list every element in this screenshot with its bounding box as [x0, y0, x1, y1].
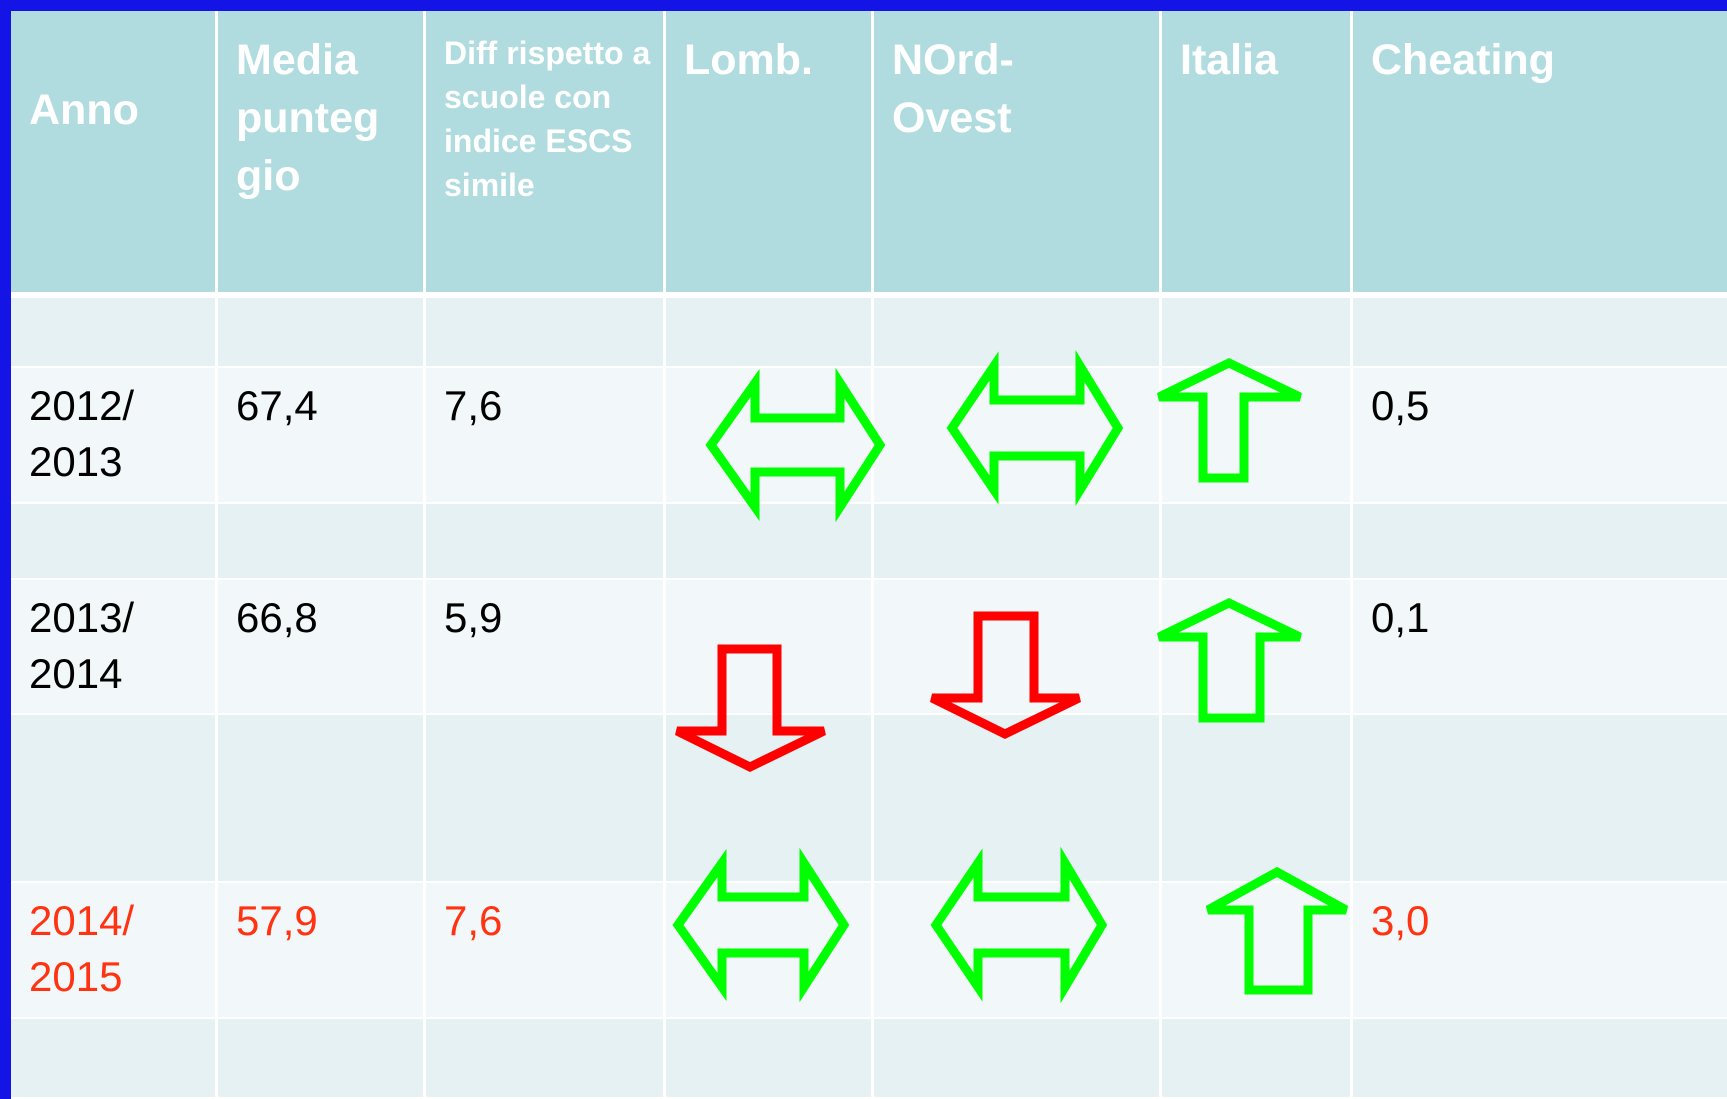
spacer-row [11, 504, 1727, 580]
diff-cell: 7,6 [444, 897, 503, 944]
header-anno: Anno [11, 11, 218, 298]
header-cheating: Cheating [1353, 11, 1727, 298]
cheating-cell: 0,1 [1371, 594, 1430, 641]
media-cell: 66,8 [236, 594, 318, 641]
spacer-row [11, 1019, 1727, 1099]
cheating-cell: 3,0 [1371, 897, 1430, 944]
anno-cell: 2014/ 2015 [29, 897, 135, 1000]
header-nordovest: NOrd- Ovest [874, 11, 1162, 298]
header-lomb: Lomb. [666, 11, 874, 298]
header-media: Media punteg gio [218, 11, 426, 298]
results-table [11, 11, 1727, 1099]
spacer-row [11, 298, 1727, 368]
diff-cell: 7,6 [444, 382, 503, 429]
anno-cell: 2013/ 2014 [29, 594, 135, 697]
cheating-cell: 0,5 [1371, 382, 1430, 429]
spacer-row [11, 715, 1727, 883]
header-italia: Italia [1162, 11, 1353, 298]
media-cell: 67,4 [236, 382, 318, 429]
table-row [11, 883, 1727, 1019]
anno-cell: 2012/ 2013 [29, 382, 135, 485]
table-row [11, 580, 1727, 715]
media-cell: 57,9 [236, 897, 318, 944]
header-row [11, 11, 1727, 298]
diff-cell: 5,9 [444, 594, 503, 641]
header-diff: Diff rispetto a scuole con indice ESCS simile [426, 11, 666, 298]
table-row [11, 368, 1727, 504]
